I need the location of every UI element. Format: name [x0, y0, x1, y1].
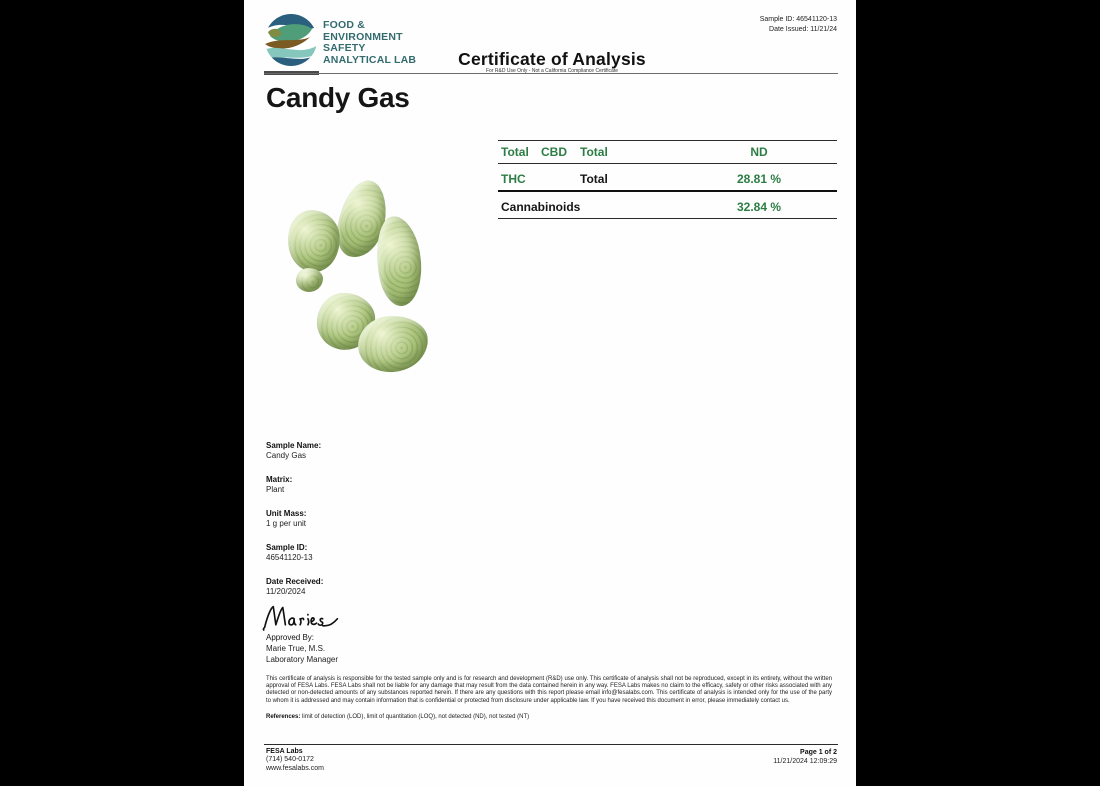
footer-website: www.fesalabs.com — [266, 764, 324, 772]
detail-group — [266, 441, 323, 461]
detail-value: Plant — [266, 485, 285, 494]
detail-value: 11/20/2024 — [266, 587, 306, 596]
bud-blob — [296, 268, 323, 292]
footer-divider — [264, 744, 838, 745]
disclaimer-text: This certificate of analysis is responsible for the tested sample only and is for research and development (R&D) use only. This certificate of analysis shall not be reproduced, except in its entirety, without the written approval of FESA Labs. FESA Labs shall not be liable for any damage that may result from the data contained herein in any way. FESA Labs makes no claim to the efficacy, safety or other risks associated with any detected or non-detected amounts of any substances reported herein. If there are any questions with this report please email info@fesalabs.com. This certificate of analysis is intended only for the use of the party to whom it is addressed and may contain information that is confidential or protected from disclosure under applicable law. If you have received this document in error, please immediately contact us. — [266, 676, 832, 704]
approved-by-label: Approved By: — [266, 633, 315, 642]
detail-value: 1 g per unit — [266, 519, 307, 528]
document-meta — [760, 15, 837, 35]
detail-label: Sample ID: — [266, 543, 308, 552]
detail-label: Sample Name: — [266, 441, 322, 450]
references-text: limit of detection (LOD), limit of quantitation (LOQ), not detected (ND), not tested (NT) — [300, 714, 530, 720]
footer-timestamp: 11/21/2024 12:09:29 — [773, 758, 837, 765]
date-issued-line: Date Issued: 11/21/24 — [769, 26, 837, 33]
detail-group — [266, 509, 323, 529]
detail-value: 46541120-13 — [266, 553, 313, 562]
references-line — [266, 714, 832, 720]
row-label: THC — [501, 172, 526, 186]
lab-name: FOOD & ENVIRONMENT SAFETY ANALYTICAL LAB — [323, 19, 417, 66]
row-label: CBD — [541, 145, 567, 159]
row-label: Total — [580, 145, 608, 159]
document-subtitle: For R&D Use Only - Not a California Compliance Certificate — [486, 68, 618, 74]
row-value: ND — [750, 145, 768, 159]
lab-logo-icon — [264, 13, 318, 67]
detail-group — [266, 577, 323, 597]
detail-group — [266, 475, 323, 495]
detail-value: Candy Gas — [266, 451, 307, 460]
sample-id-line: Sample ID: 46541120-13 — [759, 16, 837, 23]
table-row — [498, 192, 837, 219]
approver-title: Laboratory Manager — [266, 655, 339, 664]
approval-block — [266, 632, 338, 665]
table-row — [498, 164, 837, 192]
sample-name-title: Candy Gas — [266, 82, 410, 113]
detail-label: Unit Mass: — [266, 509, 307, 518]
potency-summary-table — [498, 140, 837, 219]
row-label: Total — [580, 172, 608, 186]
detail-label: Date Received: — [266, 577, 324, 586]
detail-group — [266, 543, 323, 563]
footer-page-number: Page 1 of 2 — [800, 749, 837, 756]
sample-details — [266, 441, 323, 611]
certificate-page — [244, 0, 856, 786]
row-value: 32.84 % — [736, 200, 782, 214]
footer-phone: (714) 540-0172 — [266, 756, 314, 764]
bud-blob — [285, 207, 343, 274]
approver-name: Marie True, M.S. — [266, 644, 326, 653]
row-value: 28.81 % — [736, 172, 782, 186]
sample-photo — [284, 178, 436, 374]
footer-page-info — [773, 748, 837, 766]
references-label: References: — [266, 714, 301, 720]
document-title: Certificate of Analysis — [458, 49, 646, 69]
detail-label: Matrix: — [266, 475, 293, 484]
row-label: Cannabinoids — [501, 200, 581, 214]
row-label: Total — [501, 145, 529, 159]
table-row — [498, 141, 837, 164]
footer-lab-name: FESA Labs — [266, 748, 303, 755]
footer-lab-info — [266, 748, 324, 773]
